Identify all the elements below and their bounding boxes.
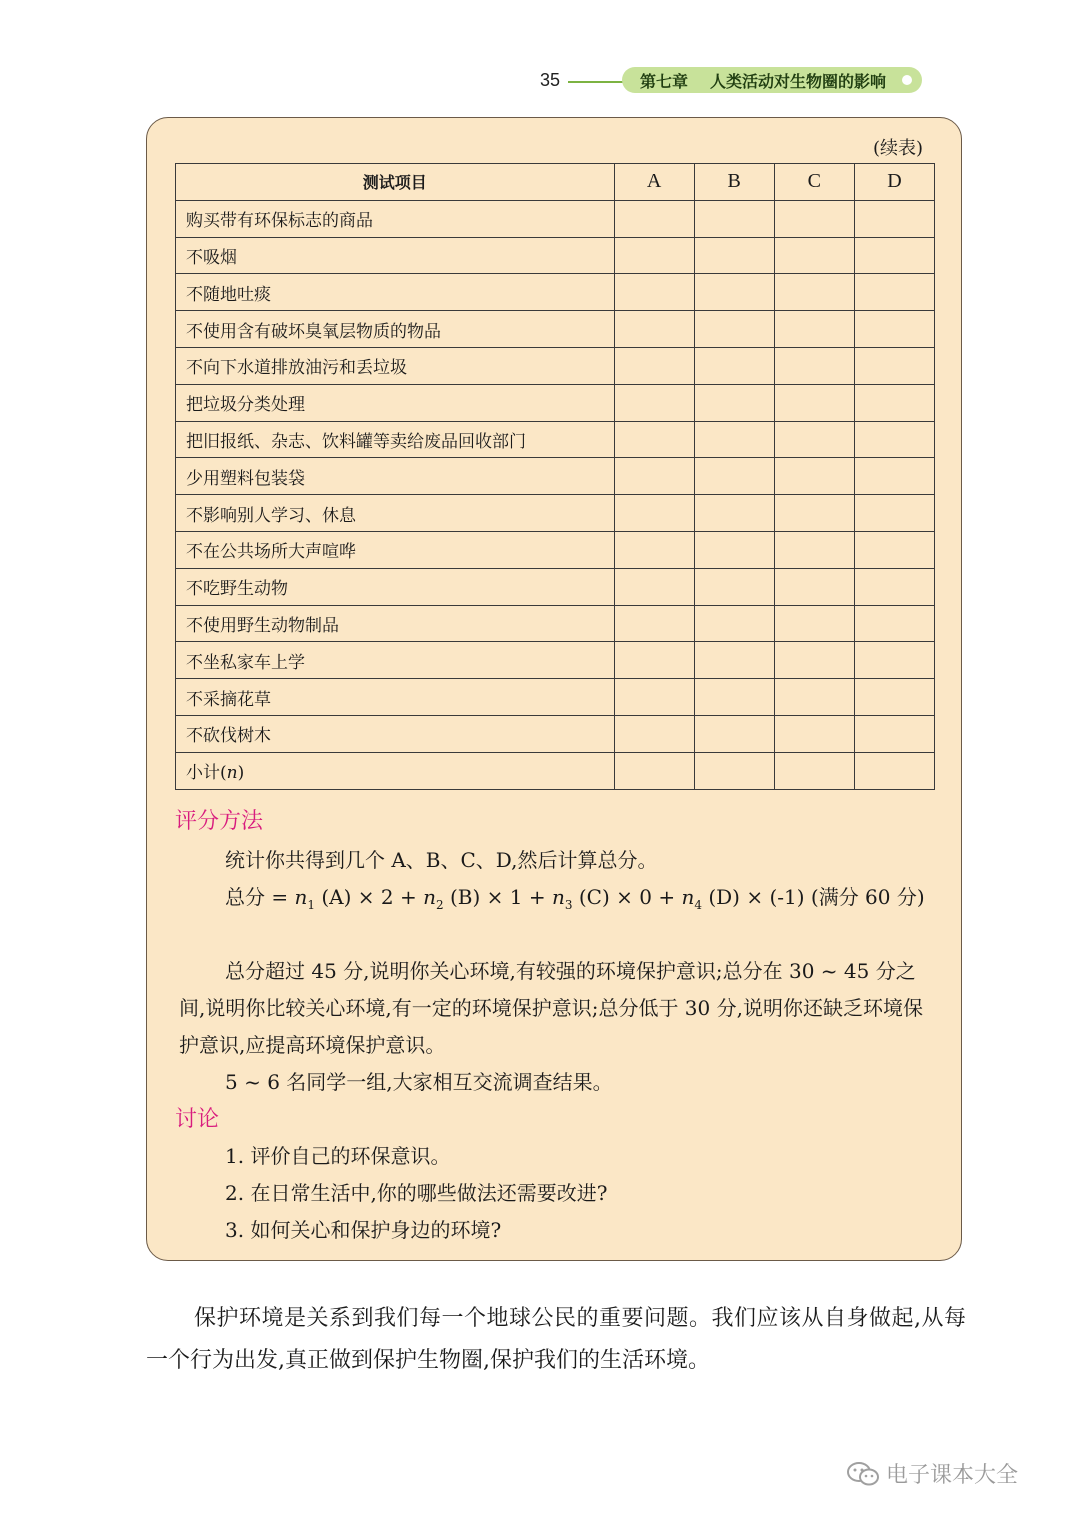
cell-a[interactable]	[614, 274, 694, 311]
table-row	[176, 200, 935, 237]
cell-a[interactable]	[614, 495, 694, 532]
discussion-item: 2. 在日常生活中,你的哪些做法还需要改进?	[225, 1181, 608, 1205]
table-row	[176, 679, 935, 716]
cell-d[interactable]	[854, 384, 934, 421]
cell-c[interactable]	[774, 421, 854, 458]
cell-d[interactable]	[854, 531, 934, 568]
cell-d[interactable]	[854, 458, 934, 495]
cell-b[interactable]	[694, 200, 774, 237]
cell-a[interactable]	[614, 531, 694, 568]
body-paragraph: 保护环境是关系到我们每一个地球公民的重要问题。我们应该从自身做起,从每一个行为出发,真正做到保护生物圈,保护我们的生活环境。	[146, 1306, 966, 1373]
cell-a[interactable]	[614, 642, 694, 679]
formula-term-c: (C) × 0 +	[572, 885, 682, 909]
row-label: 不采摘花草	[176, 679, 615, 716]
cell-a[interactable]	[614, 311, 694, 348]
cell-d[interactable]	[854, 274, 934, 311]
cell-a[interactable]	[614, 384, 694, 421]
row-label: 购买带有环保标志的商品	[176, 200, 615, 237]
cell-d[interactable]	[854, 200, 934, 237]
cell-b[interactable]	[694, 421, 774, 458]
table-row	[176, 237, 935, 274]
cell-a[interactable]	[614, 421, 694, 458]
table-row	[176, 347, 935, 384]
watermark-text: 电子课本大全	[886, 1463, 1019, 1488]
header-d: D	[854, 164, 934, 201]
table-row	[176, 384, 935, 421]
continued-label: (续表)	[872, 138, 923, 159]
cell-c[interactable]	[774, 679, 854, 716]
scoring-line: 统计你共得到几个 A、B、C、D,然后计算总分。	[225, 848, 658, 872]
table-row	[176, 274, 935, 311]
cell-d[interactable]	[854, 421, 934, 458]
cell-a[interactable]	[614, 605, 694, 642]
formula-prefix: 总分 =	[225, 885, 295, 909]
subtotal-text: 小计(	[186, 763, 227, 784]
cell-b[interactable]	[694, 495, 774, 532]
formula-n1: n	[294, 885, 308, 909]
subtotal-a[interactable]	[614, 752, 694, 789]
formula-n4: n	[681, 885, 695, 909]
cell-b[interactable]	[694, 568, 774, 605]
activity-panel	[146, 117, 962, 1261]
table-row	[176, 642, 935, 679]
table-row	[176, 568, 935, 605]
formula-sub-3: 3	[564, 898, 573, 912]
cell-a[interactable]	[614, 568, 694, 605]
row-label: 少用塑料包装袋	[176, 458, 615, 495]
formula-term-d: (D) × (-1)	[701, 885, 805, 909]
row-label: 不吸烟	[176, 237, 615, 274]
table-row	[176, 495, 935, 532]
cell-d[interactable]	[854, 237, 934, 274]
scoring-formula	[179, 879, 939, 924]
cell-b[interactable]	[694, 679, 774, 716]
cell-d[interactable]	[854, 495, 934, 532]
cell-c[interactable]	[774, 200, 854, 237]
header-b: B	[694, 164, 774, 201]
cell-c[interactable]	[774, 531, 854, 568]
cell-a[interactable]	[614, 347, 694, 384]
row-label: 不坐私家车上学	[176, 642, 615, 679]
formula-suffix: (满分 60 分)	[804, 885, 925, 909]
scoring-group: 5 ~ 6 名同学一组,大家相互交流调查结果。	[225, 1070, 613, 1094]
row-label: 不影响别人学习、休息	[176, 495, 615, 532]
row-label: 不在公共场所大声喧哗	[176, 531, 615, 568]
table-row	[176, 458, 935, 495]
header-c: C	[774, 164, 854, 201]
row-label: 不使用含有破坏臭氧层物质的物品	[176, 311, 615, 348]
wechat-icon	[846, 1461, 880, 1487]
cell-d[interactable]	[854, 679, 934, 716]
cell-d[interactable]	[854, 715, 934, 752]
row-label: 不向下水道排放油污和丢垃圾	[176, 347, 615, 384]
table-row	[176, 605, 935, 642]
cell-a[interactable]	[614, 237, 694, 274]
scoring-heading: 评分方法	[175, 809, 264, 834]
chapter-dot-icon	[902, 75, 912, 85]
subtotal-label	[176, 752, 615, 789]
chapter-title: 人类活动对生物圈的影响	[710, 71, 887, 91]
cell-b[interactable]	[694, 531, 774, 568]
table-row	[176, 715, 935, 752]
header-a: A	[614, 164, 694, 201]
cell-c[interactable]	[774, 605, 854, 642]
subtotal-row	[176, 752, 935, 789]
formula-sub-1: 1	[307, 898, 316, 912]
discussion-item: 3. 如何关心和保护身边的环境?	[225, 1218, 502, 1242]
row-label: 不吃野生动物	[176, 568, 615, 605]
row-label: 把垃圾分类处理	[176, 384, 615, 421]
cell-c[interactable]	[774, 495, 854, 532]
survey-table	[175, 163, 935, 790]
cell-d[interactable]	[854, 311, 934, 348]
header-test-item: 测试项目	[176, 164, 615, 201]
cell-c[interactable]	[774, 715, 854, 752]
formula-term-b: (B) × 1 +	[443, 885, 552, 909]
cell-b[interactable]	[694, 605, 774, 642]
cell-c[interactable]	[774, 642, 854, 679]
cell-c[interactable]	[774, 311, 854, 348]
subtotal-d[interactable]	[854, 752, 934, 789]
discussion-heading: 讨论	[175, 1107, 220, 1132]
cell-c[interactable]	[774, 237, 854, 274]
subtotal-variable: n	[226, 763, 238, 784]
header-rule	[568, 81, 624, 83]
row-label: 不砍伐树木	[176, 715, 615, 752]
cell-a[interactable]	[614, 200, 694, 237]
discussion-item: 1. 评价自己的环保意识。	[225, 1144, 451, 1168]
formula-sub-2: 2	[435, 898, 444, 912]
cell-c[interactable]	[774, 274, 854, 311]
cell-c[interactable]	[774, 568, 854, 605]
cell-b[interactable]	[694, 311, 774, 348]
cell-b[interactable]	[694, 642, 774, 679]
cell-a[interactable]	[614, 458, 694, 495]
table-row	[176, 311, 935, 348]
cell-b[interactable]	[694, 715, 774, 752]
subtotal-c[interactable]	[774, 752, 854, 789]
row-label: 不使用野生动物制品	[176, 605, 615, 642]
cell-b[interactable]	[694, 347, 774, 384]
formula-term-a: (A) × 2 +	[315, 885, 424, 909]
chapter-number: 第七章	[640, 71, 689, 91]
cell-d[interactable]	[854, 568, 934, 605]
row-label: 把旧报纸、杂志、饮料罐等卖给废品回收部门	[176, 421, 615, 458]
chapter-banner	[622, 67, 922, 93]
table-row	[176, 531, 935, 568]
table-header-row	[176, 164, 935, 201]
cell-b[interactable]	[694, 237, 774, 274]
cell-c[interactable]	[774, 458, 854, 495]
formula-n2: n	[423, 885, 436, 909]
subtotal-b[interactable]	[694, 752, 774, 789]
cell-c[interactable]	[774, 384, 854, 421]
table-row	[176, 421, 935, 458]
watermark	[846, 1458, 1018, 1489]
formula-sub-4: 4	[694, 898, 702, 912]
cell-d[interactable]	[854, 605, 934, 642]
cell-a[interactable]	[614, 715, 694, 752]
formula-n3: n	[551, 885, 565, 909]
page-number: 35	[540, 70, 561, 90]
cell-b[interactable]	[694, 384, 774, 421]
cell-b[interactable]	[694, 274, 774, 311]
cell-d[interactable]	[854, 347, 934, 384]
cell-c[interactable]	[774, 347, 854, 384]
scoring-interpretation: 总分超过 45 分,说明你关心环境,有较强的环境保护意识;总分在 30 ~ 45 分之间,说明你比较关心环境,有一定的环境保护意识;总分低于 30 分,说明你还缺乏环境保护意识,应提高环境保护意识。	[179, 959, 923, 1057]
cell-b[interactable]	[694, 458, 774, 495]
subtotal-close: )	[237, 763, 245, 784]
cell-a[interactable]	[614, 679, 694, 716]
row-label: 不随地吐痰	[176, 274, 615, 311]
cell-d[interactable]	[854, 642, 934, 679]
